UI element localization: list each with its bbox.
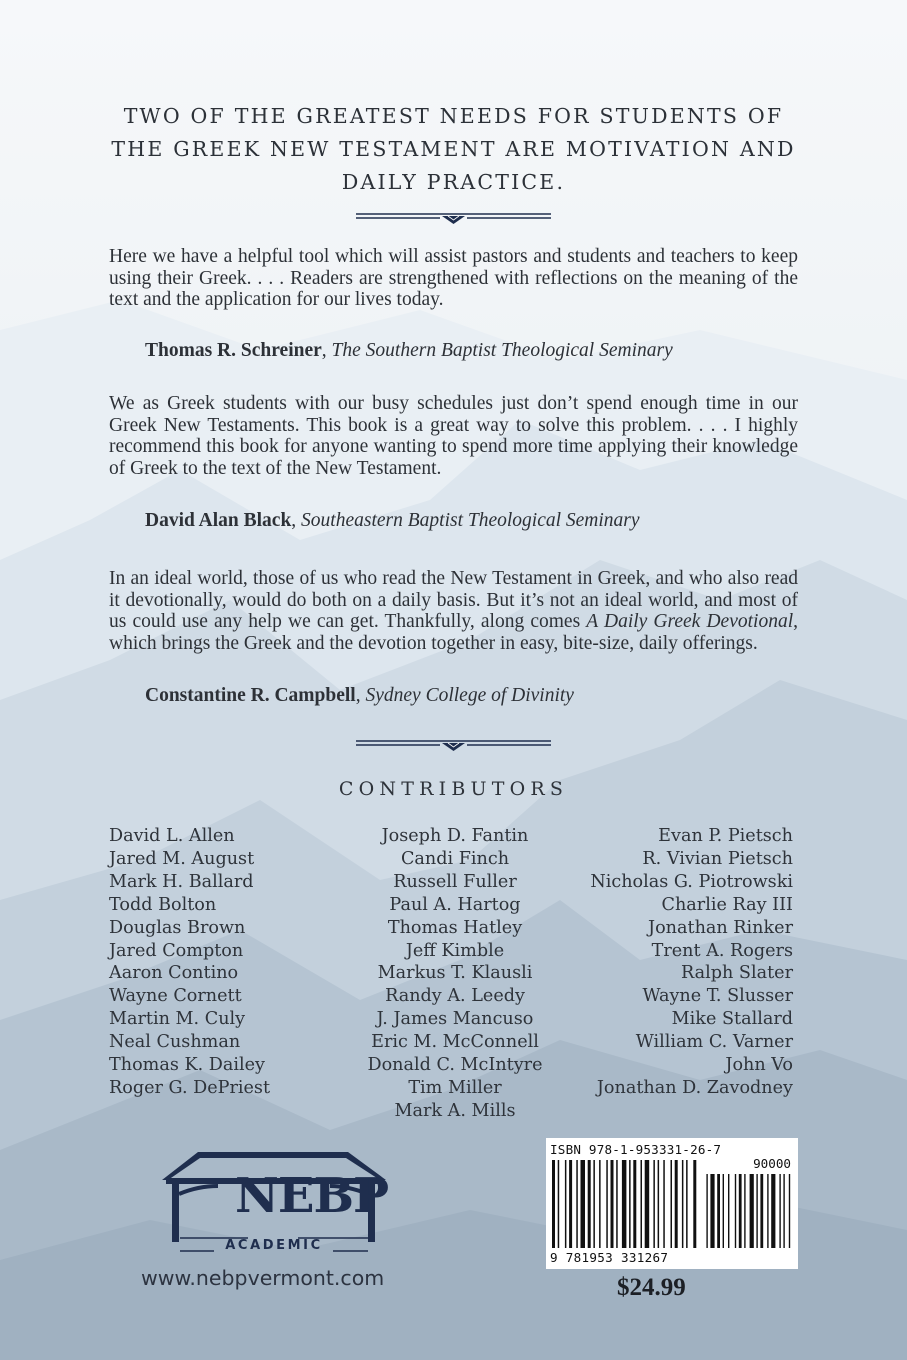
barcode-addon-bar: [728, 1174, 729, 1248]
contributor-name: David L. Allen: [109, 826, 235, 846]
barcode-bar: [622, 1160, 627, 1248]
barcode-addon-bar: [717, 1174, 720, 1248]
barcode-bar: [658, 1160, 660, 1248]
barcode-addon-bar: [779, 1174, 780, 1248]
contributor-name: Thomas Hatley: [387, 917, 523, 938]
barcode-bar: [686, 1160, 688, 1248]
barcode-addon-bar: [735, 1174, 736, 1248]
barcode-addon-bar: [756, 1174, 757, 1248]
barcode-bar: [606, 1160, 608, 1248]
barcode-addon-number: 90000: [753, 1156, 791, 1171]
endorsement-quote-2: [109, 393, 798, 479]
barcode-bar: [671, 1160, 673, 1248]
barcode-bar: [593, 1160, 595, 1248]
headline-line-2: THE GREEK NEW TESTAMENT ARE MOTIVATION AND: [111, 137, 796, 161]
contributor-name: Mark H. Ballard: [109, 871, 254, 892]
isbn-barcode: [546, 1138, 798, 1269]
barcode-bar: [633, 1160, 636, 1248]
contributor-name: Todd Bolton: [109, 894, 217, 915]
contributor-name: Wayne T. Slusser: [642, 986, 793, 1007]
contributor-name: Trent A. Rogers: [651, 940, 793, 961]
barcode-addon-bar: [767, 1174, 768, 1248]
barcode-bar: [599, 1160, 601, 1248]
headline: [90, 100, 817, 199]
headline-line-1: TWO OF THE GREATEST NEEDS FOR STUDENTS OF: [123, 104, 784, 128]
barcode-addon-bar: [723, 1174, 724, 1248]
headline-line-3: DAILY PRACTICE.: [341, 170, 566, 194]
endorsement-text-part: , which brings the Greek and the devotion together in easy, bite-size, daily offerings.: [109, 611, 798, 654]
contributor-name: Jonathan Rinker: [648, 917, 793, 938]
endorsement-attribution-3: Constantine R. Campbell, Sydney College of Divinity: [145, 685, 574, 706]
contributor-name: Jeff Kimble: [405, 940, 505, 961]
barcode-addon-bar: [789, 1174, 790, 1248]
contributor-name: Wayne Cornett: [109, 986, 242, 1007]
barcode-bar: [552, 1160, 555, 1248]
contributor-name: Ralph Slater: [680, 963, 793, 984]
barcode-bar: [588, 1160, 591, 1248]
contributor-name: Roger G. DePriest: [109, 1077, 271, 1098]
barcode-addon-bar: [744, 1174, 745, 1248]
contributor-name: Aaron Contino: [109, 963, 239, 984]
contributor-name: Mike Stallard: [671, 1009, 793, 1030]
barcode-bar: [565, 1160, 567, 1248]
contributor-name: Charlie Ray III: [661, 894, 793, 915]
endorsement-attribution-2: David Alan Black, Southeastern Baptist Theological Seminary: [145, 510, 640, 531]
barcode-bar: [675, 1160, 678, 1248]
endorsement-attribution-1: Thomas R. Schreiner, The Southern Baptist Theological Seminary: [145, 340, 673, 361]
endorsement-text: Here we have a helpful tool which will assist pastors and students and teachers to keep using their Greek. . . . Readers are strengthened with reflections on the meaning of the text and the application for our lives today.: [109, 246, 798, 311]
barcode-addon-bar: [710, 1174, 714, 1248]
ean-digits: 9 781953 331267: [550, 1250, 669, 1265]
barcode-bar: [581, 1160, 586, 1248]
ornamental-divider-top: [356, 208, 551, 226]
endorser-affiliation: Southeastern Baptist Theological Seminary: [301, 510, 640, 531]
isbn-number: ISBN 978-1-953331-26-7: [550, 1142, 722, 1157]
price-tag: $24.99: [617, 1274, 686, 1301]
contributor-name: Paul A. Hartog: [389, 894, 521, 915]
contributor-name: Martin M. Culy: [109, 1009, 246, 1030]
barcode-addon-bar: [771, 1174, 775, 1248]
barcode-bar: [558, 1160, 560, 1248]
contributor-name: Mark A. Mills: [394, 1100, 516, 1121]
contributor-name: R. Vivian Pietsch: [642, 848, 793, 869]
barcode-bar: [629, 1160, 631, 1248]
endorser-affiliation: Sydney College of Divinity: [365, 685, 574, 706]
contributors-column-3: [590, 825, 793, 1100]
publisher-logo-word: NEBP: [235, 1168, 389, 1224]
barcode-addon-bar: [783, 1174, 784, 1248]
barcode-bar: [616, 1160, 618, 1248]
contributors-column-2: [340, 825, 570, 1123]
contributor-name: Evan P. Pietsch: [658, 826, 793, 846]
contributor-name: Markus T. Klausli: [377, 963, 533, 984]
barcode-bar: [645, 1160, 650, 1248]
barcode-bar: [663, 1160, 665, 1248]
endorsement-text: We as Greek students with our busy schedules just don’t spend enough time in our Greek New Testaments. This book is a great way to solve this problem. . . . I highly recommend this book for anyone wanting to spend more time applying their knowledge of Greek to the text of the New Testament.: [109, 393, 798, 479]
contributor-name: J. James Mancuso: [376, 1009, 534, 1030]
barcode-bar: [576, 1160, 578, 1248]
endorser-name: Constantine R. Campbell: [145, 685, 356, 706]
publisher-logo-subtitle: ACADEMIC: [225, 1238, 323, 1253]
contributor-name: Russell Fuller: [393, 871, 517, 892]
barcode-bar: [641, 1160, 643, 1248]
ornamental-divider-bottom: [356, 735, 551, 753]
contributor-name: John Vo: [725, 1055, 793, 1076]
contributor-name: Randy A. Leedy: [385, 986, 525, 1007]
contributor-name: William C. Varner: [635, 1032, 793, 1053]
contributor-name: Douglas Brown: [109, 917, 246, 938]
barcode-addon-bar: [760, 1174, 763, 1248]
contributor-name: Eric M. McConnell: [371, 1032, 539, 1053]
barcode-addon-bar: [739, 1174, 742, 1248]
endorsement-quote-1: [109, 246, 798, 311]
contributor-name: Neal Cushman: [109, 1032, 241, 1053]
contributor-name: Thomas K. Dailey: [109, 1055, 265, 1076]
endorser-name: David Alan Black: [145, 510, 292, 531]
contributor-name: Joseph D. Fantin: [381, 826, 529, 846]
endorsement-quote-3: [109, 568, 798, 654]
contributor-name: Nicholas G. Piotrowski: [590, 871, 793, 892]
endorser-name: Thomas R. Schreiner: [145, 340, 322, 361]
barcode-addon-bar: [706, 1174, 707, 1248]
contributor-name: Candi Finch: [400, 848, 510, 869]
barcode-bar: [653, 1160, 655, 1248]
barcode-bar: [569, 1160, 572, 1248]
book-title: A Daily Greek Devotional: [586, 611, 794, 633]
endorsement-text-part: In an ideal world, those of us who read the New Testament in Greek, and who also read it devotionally, would do both on a daily basis. But it’s not an ideal world, and most of us could use any help we can get. Thankfully, along comes: [109, 568, 798, 633]
barcode-bar: [693, 1160, 696, 1248]
barcode-addon-bar: [750, 1174, 754, 1248]
contributors-heading: CONTRIBUTORS: [338, 778, 569, 800]
contributor-name: Jared Compton: [109, 940, 244, 961]
contributor-name: Tim Miller: [408, 1077, 502, 1098]
contributor-name: Donald C. McIntyre: [367, 1055, 543, 1076]
barcode-bar: [682, 1160, 684, 1248]
endorsement-text: [109, 568, 798, 654]
barcode-bar: [611, 1160, 614, 1248]
endorser-affiliation: The Southern Baptist Theological Seminary: [331, 340, 673, 361]
contributor-name: Jared M. August: [109, 848, 255, 869]
contributors-column-1: [109, 825, 270, 1100]
publisher-website[interactable]: www.nebpvermont.com: [141, 1266, 385, 1290]
contributor-name: Jonathan D. Zavodney: [596, 1077, 793, 1098]
